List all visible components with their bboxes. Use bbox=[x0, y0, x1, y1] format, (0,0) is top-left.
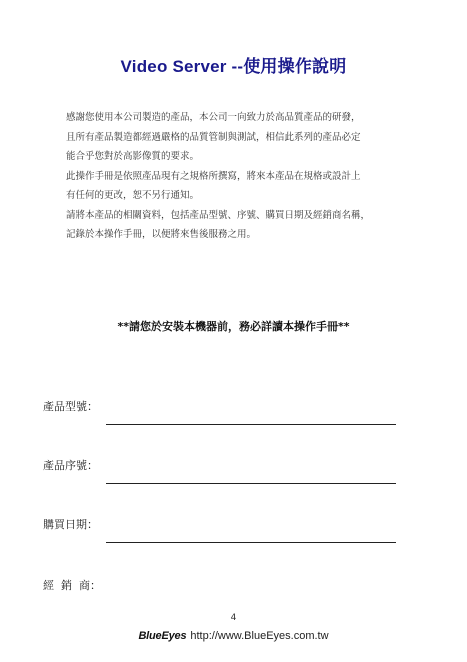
intro-line: 有任何的更改，恕不另行通知。 bbox=[66, 190, 200, 201]
intro-line: 請將本產品的相關資料，包括產品型號、序號、購買日期及經銷商名稱， bbox=[66, 209, 371, 221]
purchase-date-underline bbox=[106, 542, 396, 543]
model-underline bbox=[106, 424, 396, 425]
page-number: 4 bbox=[230, 613, 237, 623]
intro-line: 記錄於本操作手冊，以便將來售後服務之用。 bbox=[66, 229, 257, 240]
website-link[interactable]: http://www.BlueEyes.com.tw bbox=[190, 630, 329, 642]
brand-logo: BlueEyes bbox=[138, 630, 187, 642]
intro-line: 且所有產品製造都經過嚴格的品質管制與測試，相信此系列的產品必定 bbox=[66, 131, 361, 143]
document-title: Video Server --使用操作說明 bbox=[120, 57, 347, 76]
intro-line: 此操作手冊是依照產品現有之規格所撰寫，將來本產品在規格或設計上 bbox=[66, 170, 361, 182]
intro-line: 感謝您使用本公司製造的產品，本公司一向致力於高品質產品的研發， bbox=[66, 112, 361, 123]
intro-paragraph bbox=[66, 108, 401, 245]
installation-notice: **請您於安裝本機器前，務必詳讀本操作手冊** bbox=[117, 320, 350, 333]
model-label: 產品型號： bbox=[43, 400, 98, 413]
intro-line: 能合乎您對於高影像質的要求。 bbox=[66, 151, 200, 162]
serial-label: 產品序號： bbox=[43, 459, 98, 472]
footer bbox=[0, 629, 467, 642]
serial-underline bbox=[106, 483, 396, 484]
purchase-date-label: 購買日期： bbox=[43, 518, 98, 531]
dealer-label: 經 銷 商： bbox=[43, 579, 101, 592]
